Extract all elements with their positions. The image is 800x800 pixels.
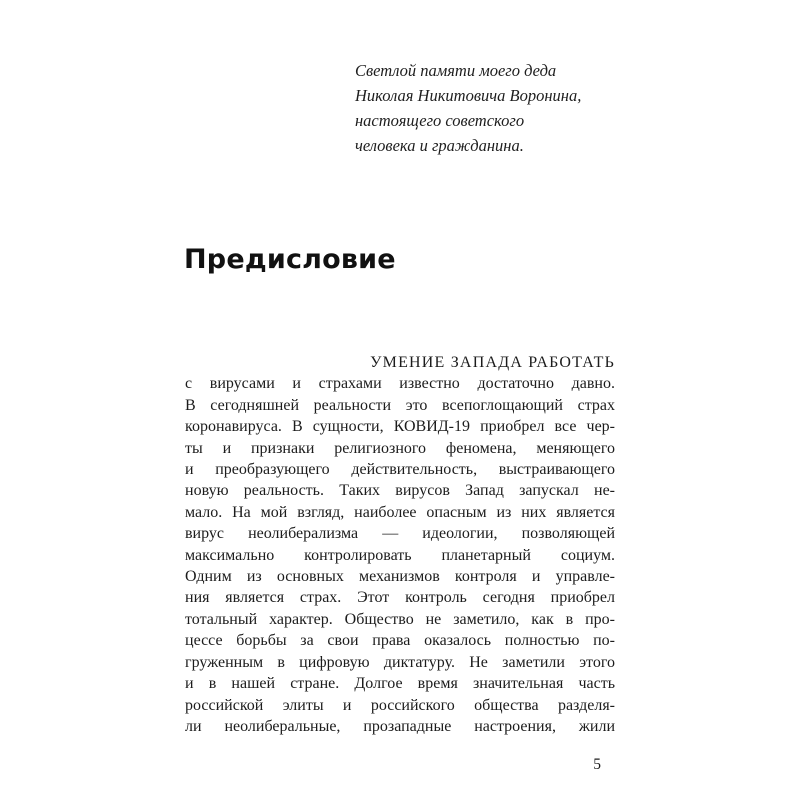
body-line: российской элиты и российского общества разделя- xyxy=(185,696,615,714)
body-line: груженным в цифровую диктатуру. Не заметили этого xyxy=(185,653,615,671)
body-line: В сегодняшней реальности это всепоглощающий страх xyxy=(185,396,615,414)
dedication-line: Светлой памяти моего деда xyxy=(355,61,557,80)
body-line: максимально контролировать планетарный социум. xyxy=(185,546,615,564)
body-line: ния является страх. Этот контроль сегодня приобрел xyxy=(185,589,615,607)
page-number-value: 5 xyxy=(593,756,601,773)
body-line: с вирусами и страхами известно достаточно давно. xyxy=(185,375,615,393)
chapter-heading: Предисловие xyxy=(184,244,396,276)
paragraph-lead-line: УМЕНИЕ ЗАПАДА РАБОТАТЬ xyxy=(370,354,615,371)
dedication-line: человека и гражданина. xyxy=(355,136,524,155)
page-number xyxy=(185,756,615,774)
body-line: тотальный характер. Общество не заметило, как в про- xyxy=(185,610,615,628)
body-line: цессе борьбы за свои права оказалось полностью по- xyxy=(185,632,615,650)
body-line: мало. На мой взгляд, наиболее опасным из них является xyxy=(185,503,615,521)
body-line: новую реальность. Таких вирусов Запад запускал не- xyxy=(185,482,615,500)
body-line: ли неолиберальные, прозападные настроения, жили xyxy=(185,717,615,735)
body-line: коронавируса. В сущности, КОВИД-19 приобрел все чер- xyxy=(185,418,615,436)
dedication-line: Николая Никитовича Воронина, xyxy=(355,86,582,105)
body-text-block xyxy=(185,352,615,737)
body-line: ты и признаки религиозного феномена, меняющего xyxy=(185,439,615,457)
dedication-line: настоящего советского xyxy=(355,111,525,130)
body-line: и в нашей стране. Долгое время значительная часть xyxy=(185,675,615,693)
body-line: Одним из основных механизмов контроля и управле- xyxy=(185,568,615,586)
body-line: вирус неолиберализма — идеологии, позволяющей xyxy=(185,525,615,543)
body-line: и преобразующего действительность, выстраивающего xyxy=(185,461,615,479)
dedication-block xyxy=(355,58,581,158)
